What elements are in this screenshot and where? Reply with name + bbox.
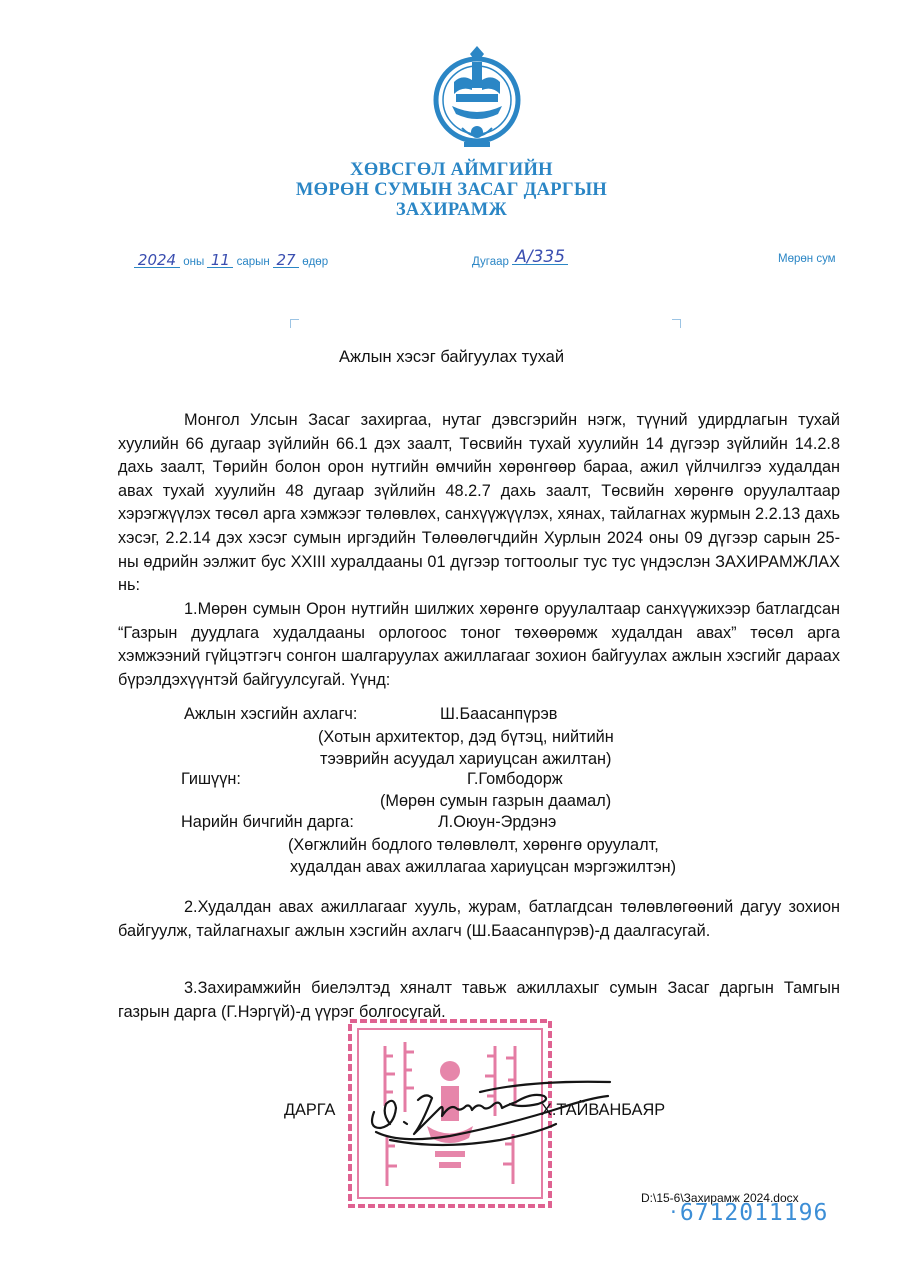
handwritten-signature-icon xyxy=(360,1074,620,1154)
date-day: 27 xyxy=(273,253,299,268)
clause-1: 1.Мөрөн сумын Орон нутгийн шилжих хөрөнгө оруулалтаар санхүүжихээр батлагдсан “Газрын дуудлага худалдааны орлогоос тоног төхөөрөмж худалдан авах” төсөл арга хэмжээний гүйцэтгэгч сонгон шалгаруулах ажиллагааг зохион байгуулах ажлын хэсгийг дараах бүрэлдэхүүнтэй байгуулсугай. Үүнд: xyxy=(118,600,840,689)
issue-place: Мөрөн сум xyxy=(778,253,836,265)
decree-number xyxy=(472,247,568,268)
clause-3: 3.Захирамжийн биелэлтэд хяналт тавьж ажиллахыг сумын Засаг даргын Тамгын газрын дарга (Г.Нэргүй)-д үүрэг болгосугай. xyxy=(118,979,840,1021)
state-emblem-icon xyxy=(432,44,522,164)
serial-number: ·6712011196 xyxy=(668,1200,829,1226)
date-month: 11 xyxy=(207,253,233,268)
serial-number-value: 6712011196 xyxy=(679,1200,829,1226)
subject-corner-left xyxy=(290,319,299,328)
decree-subject: Ажлын хэсэг байгуулах тухай xyxy=(338,348,565,366)
member-name-member: Г.Гомбодорж xyxy=(467,770,563,788)
member-desc-secretary-2: худалдан авах ажиллагаа хариуцсан мэргэжилтэн) xyxy=(290,858,677,876)
member-name-secretary: Л.Оюун-Эрдэнэ xyxy=(438,813,557,831)
number-label: Дугаар xyxy=(472,256,509,268)
member-role-member: Гишүүн: xyxy=(181,770,241,788)
date-year: 2024 xyxy=(134,253,180,268)
preamble-paragraph: Монгол Улсын Засаг захиргаа, нутаг дэвсгэрийн нэгж, түүний удирдлагын тухай хуулийн 66 дугаар зүйлийн 66.1 дэх заалт, Төсвийн тухай хуулийн 14 дүгээр зүйлийн 14.2.8 дахь заалт, Төрийн болон орон нутгийн өмчийн хөрөнгөөр бараа, ажил үйлчилгээ худалдан авах тухай хуулийн 48 дугаар зүйлийн 48.2.7 дахь заалт, Төсвийн хөрөнгө оруулалтаар хэрэгжүүлэх төсөл арга хэмжээг төлөвлөх, санхүүжүүлэх, хянах, тайлагнах журмын 2.2.13 дахь хэсэг, 2.2.14 дэх хэсэг сумын иргэдийн Төлөөлөгчдийн Хурлын 2024 оны 09 дүгээр сарын 25-ны өдрийн ээлжит бус XXIII хуралдааны 01 дүгээр тогтоолыг тус тус үндэслэн ЗАХИРАМЖЛАХ нь: xyxy=(118,411,840,595)
issuer-line-1: ХӨВСГӨЛ АЙМГИЙН xyxy=(350,160,553,180)
member-desc-leader-1: (Хотын архитектор, дэд бүтэц, нийтийн xyxy=(318,728,614,746)
file-path: D:\15-6\Захирамж 2024.docx xyxy=(641,1191,799,1205)
document-type-title: ЗАХИРАМЖ xyxy=(395,200,508,220)
member-role-leader: Ажлын хэсгийн ахлагч: xyxy=(184,705,358,723)
signatory-title: ДАРГА xyxy=(284,1101,336,1119)
member-name-leader: Ш.Баасанпүрэв xyxy=(440,705,558,723)
issuer-line-2: МӨРӨН СУМЫН ЗАСАГ ДАРГЫН xyxy=(295,180,608,200)
signatory-name: Х.ТАЙВАНБАЯР xyxy=(541,1101,666,1119)
date-month-suffix: сарын xyxy=(236,256,270,268)
member-desc-leader-2: тээврийн асуудал хариуцсан ажилтан) xyxy=(320,750,612,768)
member-desc-member: (Мөрөн сумын газрын даамал) xyxy=(380,792,612,810)
date-day-suffix: өдөр xyxy=(302,256,329,268)
decree-date xyxy=(134,253,328,268)
date-year-suffix: оны xyxy=(183,256,205,268)
subject-corner-right xyxy=(672,319,681,328)
clause-2: 2.Худалдан авах ажиллагааг хууль, журам, батлагдсан төлөвлөгөөний дагуу зохион байгуулж, тайлагнахыг ажлын хэсгийн ахлагч (Ш.Баасанпүрэв)-д даалгасугай. xyxy=(118,898,840,940)
number-value: А/335 xyxy=(512,250,568,265)
member-role-secretary: Нарийн бичгийн дарга: xyxy=(181,813,354,831)
member-desc-secretary-1: (Хөгжлийн бодлого төлөвлөлт, хөрөнгө оруулалт, xyxy=(288,836,659,854)
